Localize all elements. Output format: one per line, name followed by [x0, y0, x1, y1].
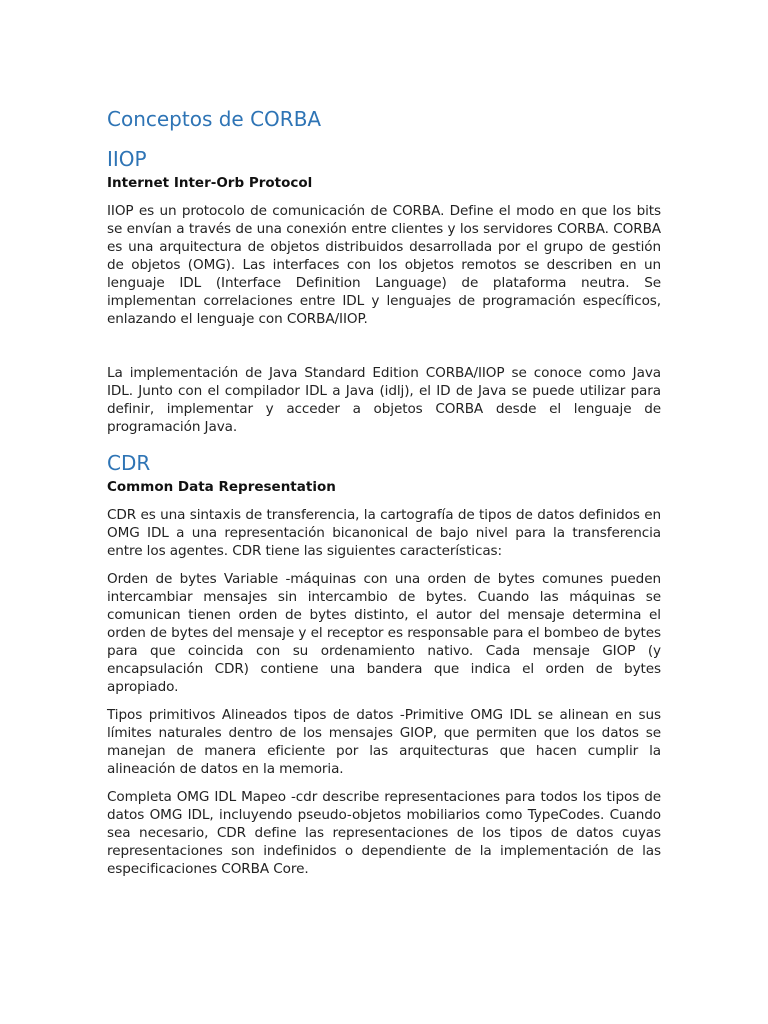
paragraph: La implementación de Java Standard Edition CORBA/IIOP se conoce como Java IDL. Junto con el compilador IDL a Java (idlj), el ID de Java se puede utilizar para definir, implementar y acceder a objetos CORBA desde el lenguaje de programación Java. — [107, 365, 661, 435]
document-title: Conceptos de CORBA — [107, 107, 322, 131]
section-iiop — [107, 146, 661, 436]
paragraph: CDR es una sintaxis de transferencia, la cartografía de tipos de datos definidos en OMG IDL a una representación bicanonical de bajo nivel para la transferencia entre los agentes. CDR tiene las siguientes características: — [107, 507, 661, 559]
section-heading: CDR — [107, 451, 151, 475]
section-subheading: Internet Inter-Orb Protocol — [107, 175, 313, 191]
paragraph: IIOP es un protocolo de comunicación de CORBA. Define el modo en que los bits se envían a través de una conexión entre clientes y los servidores CORBA. CORBA es una arquitectura de objetos distribuidos desarrollada por el grupo de gestión de objetos (OMG). Las interfaces con los objetos remotos se describen en un lenguaje IDL (Interface Definition Language) de plataforma neutra. Se implementan correlaciones entre IDL y lenguajes de programación específicos, enlazando el lenguaje con CORBA/IIOP. — [107, 203, 661, 327]
paragraph: Orden de bytes Variable -máquinas con una orden de bytes comunes pueden intercambiar mensajes sin intercambio de bytes. Cuando las máquinas se comunican tienen orden de bytes distinto, el autor del mensaje determina el orden de bytes del mensaje y el receptor es responsable para el bombeo de bytes para que coincida con su ordenamiento nativo. Cada mensaje GIOP (y encapsulación CDR) contiene una bandera que indica el orden de bytes apropiado. — [107, 571, 661, 695]
section-heading: IIOP — [107, 147, 147, 171]
section-subheading: Common Data Representation — [107, 479, 336, 495]
section-cdr — [107, 450, 661, 878]
paragraph: Tipos primitivos Alineados tipos de datos -Primitive OMG IDL se alinean en sus límites naturales dentro de los mensajes GIOP, que permiten que los datos se manejan de manera eficiente por las arquitecturas que hacen cumplir la alineación de datos en la memoria. — [107, 707, 661, 777]
document-page — [107, 100, 661, 888]
paragraph: Completa OMG IDL Mapeo -cdr describe representaciones para todos los tipos de datos OMG IDL, incluyendo pseudo-objetos mobiliarios como TypeCodes. Cuando sea necesario, CDR define las representaciones de los tipos de datos cuyas representaciones son indefinidos o dependiente de la implementación de las especificaciones CORBA Core. — [107, 789, 661, 877]
